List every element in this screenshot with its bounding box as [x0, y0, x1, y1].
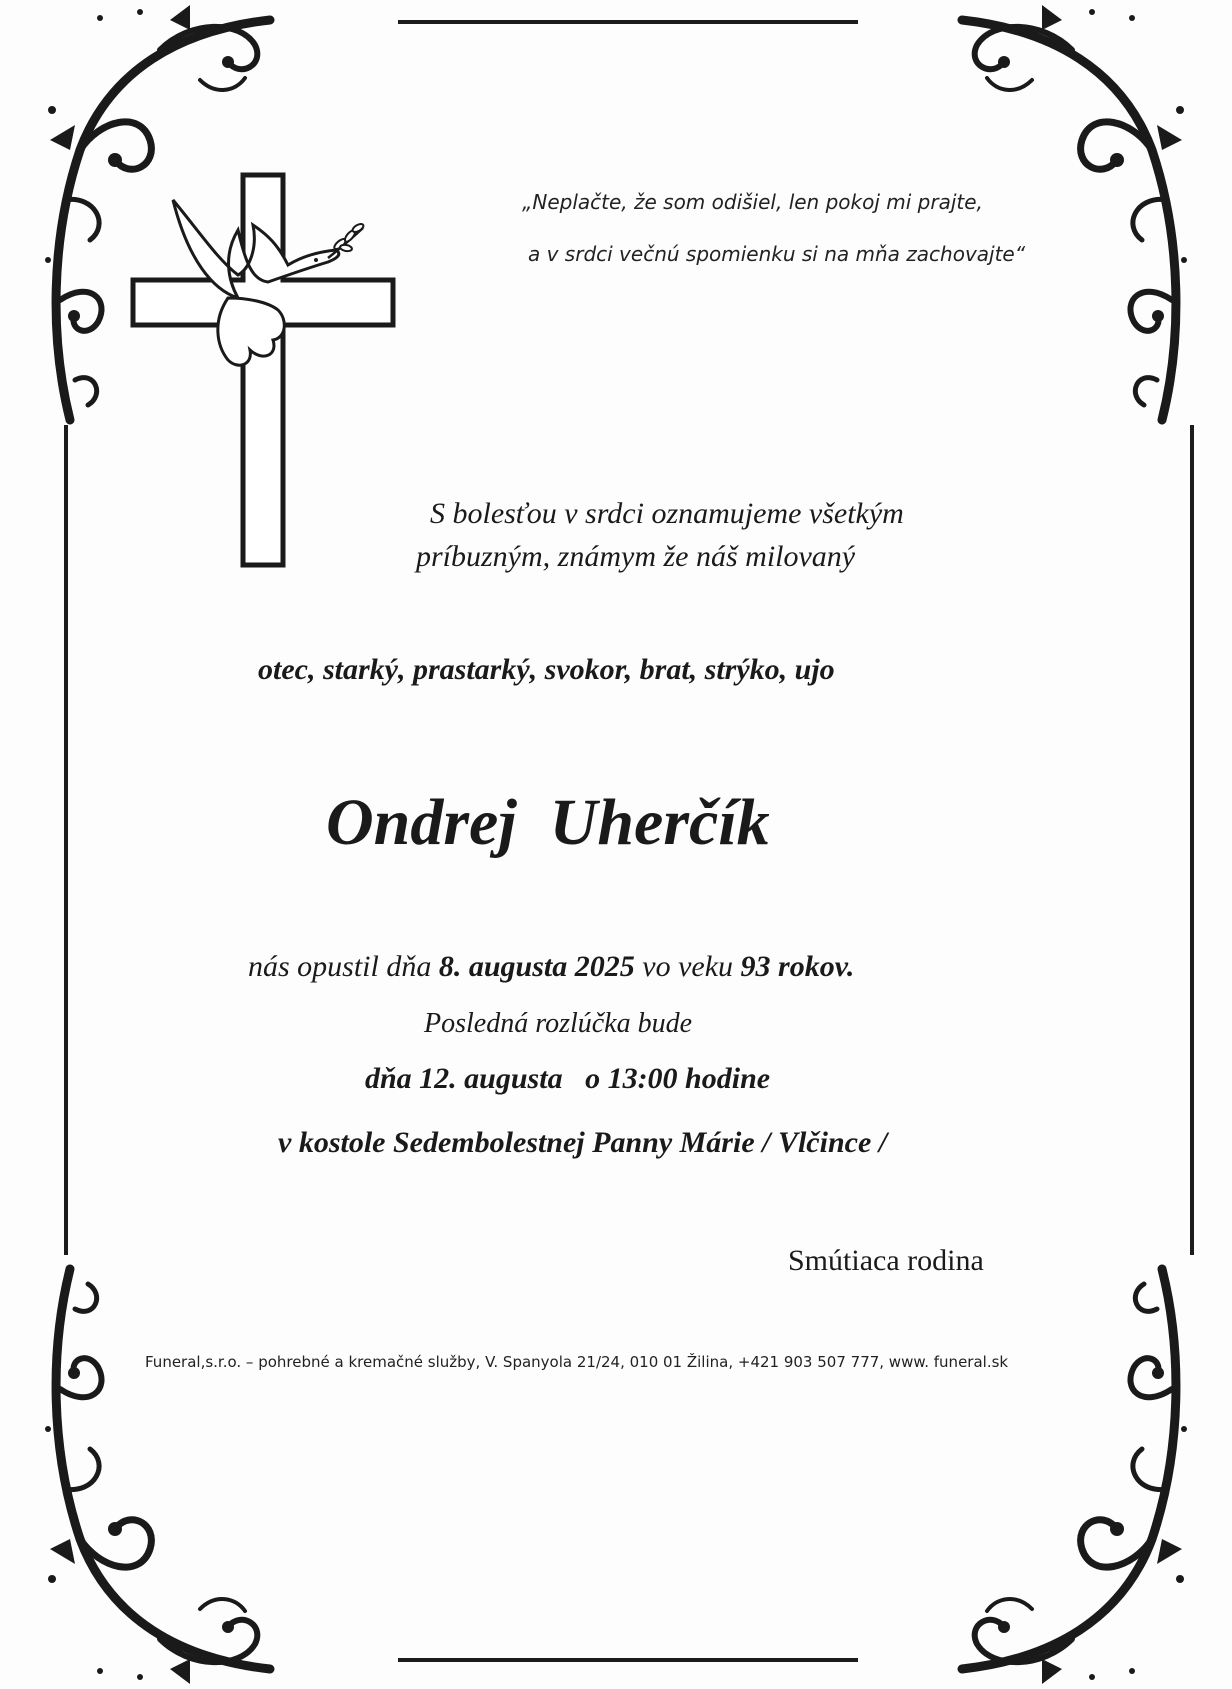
- relations-line: otec, starký, prastarký, svokor, brat, strýko, ujo: [258, 653, 835, 686]
- death-mid: vo veku: [642, 950, 734, 983]
- death-date: 8. augusta 2025: [438, 950, 635, 983]
- farewell-intro: Posledná rozlúčka bude: [424, 1008, 693, 1039]
- deceased-name: Ondrej Uherčík: [326, 786, 770, 859]
- farewell-place: v kostole Sedembolestnej Panny Márie / Vlčince /: [278, 1126, 888, 1159]
- bottom-border-line: [398, 1658, 858, 1662]
- cross-with-dove-svg: [128, 170, 398, 570]
- death-age: 93 rokov.: [740, 950, 855, 983]
- right-border-line: [1190, 425, 1194, 1255]
- announcement-line-1: S bolesťou v srdci oznamujeme všetkým: [430, 497, 904, 530]
- quote-line-1: „Neplačte, že som odišiel, len pokoj mi prajte,: [522, 190, 983, 214]
- signature: Smútiaca rodina: [788, 1244, 984, 1277]
- corner-ornament-icon: [942, 1249, 1192, 1689]
- announcement-line-2: príbuzným, známym že náš milovaný: [416, 540, 856, 573]
- cross-icon: [128, 170, 398, 570]
- death-line: [248, 950, 854, 984]
- footer-contact: Funeral,s.r.o. – pohrebné a kremačné služby, V. Spanyola 21/24, 010 01 Žilina, +421 903 507 777, www. funeral.sk: [145, 1353, 1009, 1371]
- corner-ornament-svg: [942, 0, 1192, 440]
- top-border-line: [398, 20, 858, 24]
- farewell-datetime: dňa 12. augusta o 13:00 hodine: [365, 1062, 771, 1095]
- corner-ornament-icon: [942, 0, 1192, 440]
- death-prefix: nás opustil dňa: [248, 950, 432, 983]
- quote-line-2: a v srdci večnú spomienku si na mňa zachovajte“: [528, 242, 1026, 266]
- corner-ornament-svg: [40, 1249, 290, 1689]
- corner-ornament-svg: [942, 1249, 1192, 1689]
- left-border-line: [64, 425, 68, 1255]
- corner-ornament-icon: [40, 1249, 290, 1689]
